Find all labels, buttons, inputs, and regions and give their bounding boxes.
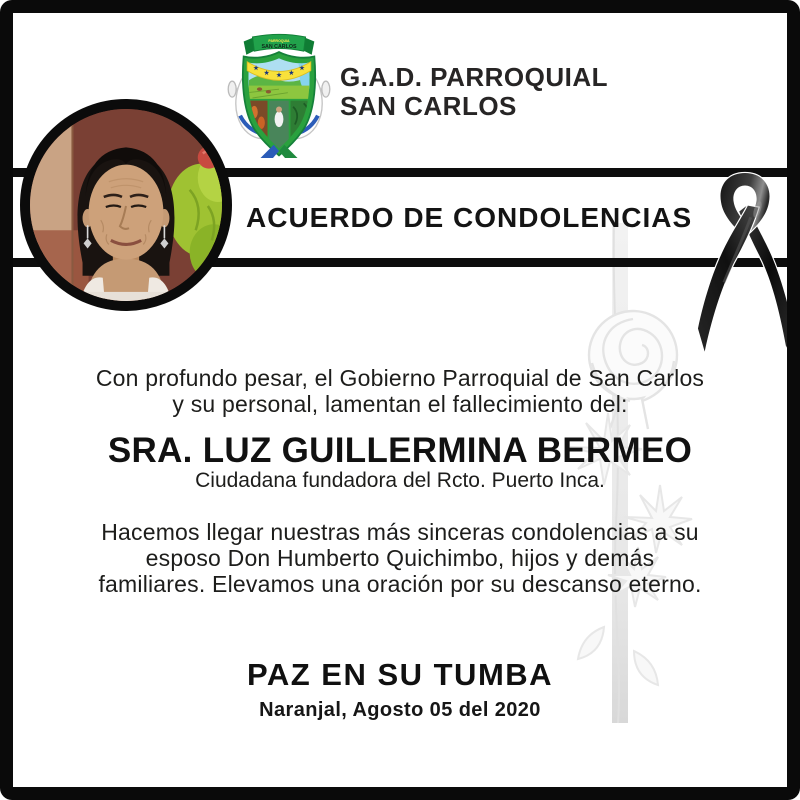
closing-phrase: PAZ EN SU TUMBA bbox=[246, 657, 554, 692]
deceased-portrait-photo bbox=[20, 99, 232, 311]
condolence-line2: esposo Don Humberto Quichimbo, hijos y demás bbox=[145, 545, 655, 571]
coat-of-arms-icon bbox=[226, 30, 332, 158]
woman bbox=[78, 147, 175, 301]
crest-banner-main-text: SAN CARLOS bbox=[261, 44, 297, 51]
org-name-line1: G.A.D. PARROQUIAL bbox=[340, 62, 609, 92]
deceased-name: SRA. LUZ GUILLERMINA BERMEO bbox=[107, 431, 693, 470]
crest-banner-top-text: PARROQUIA bbox=[268, 38, 290, 43]
deceased-subtitle: Ciudadana fundadora del Rcto. Puerto Inca. bbox=[195, 469, 605, 492]
intro-line1: Con profundo pesar, el Gobierno Parroquial de San Carlos bbox=[95, 365, 705, 391]
condolence-line3: familiares. Elevamos una oración por su descanso eterno. bbox=[98, 571, 702, 597]
mourning-ribbon-icon bbox=[697, 170, 793, 370]
portrait-illustration bbox=[30, 109, 222, 301]
page-title: ACUERDO DE CONDOLENCIAS bbox=[246, 201, 693, 233]
dateline: Naranjal, Agosto 05 del 2020 bbox=[259, 699, 541, 721]
org-name-line2: SAN CARLOS bbox=[340, 91, 517, 121]
intro-line2: y su personal, lamentan el fallecimiento del: bbox=[172, 391, 628, 417]
org-name bbox=[340, 63, 608, 121]
condolence-line1: Hacemos llegar nuestras más sinceras condolencias a su bbox=[101, 519, 699, 545]
